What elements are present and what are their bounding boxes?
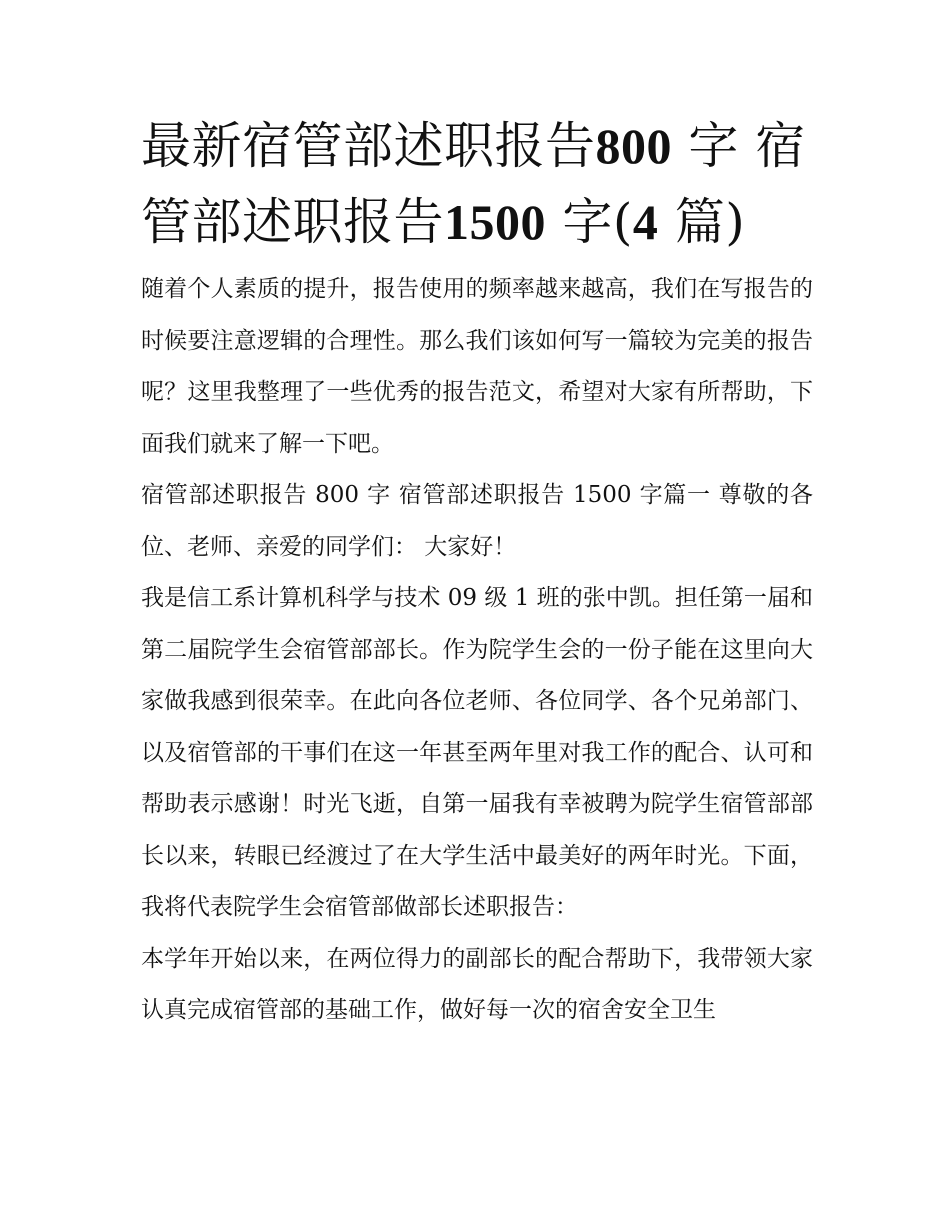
intro-paragraph: 随着个人素质的提升，报告使用的频率越来越高，我们在写报告的时候要注意逻辑的合理性。那么我们该如何写一篇较为完美的报告呢？这里我整理了一些优秀的报告范文，希望对大家有所帮助，下面我们就来了解一下吧。 [141,276,813,457]
title-number: 1500 [444,194,546,250]
title-number: 800 [595,118,672,174]
document-title [141,108,813,260]
title-part: 字 宿管部述职报告 [141,117,806,251]
title-number: 4 [632,194,659,250]
body-paragraph: 我是信工系计算机科学与技术 09 级 1 班的张中凯。担任第一届和第二届院学生会宿管部部长。作为院学生会的一份子能在这里向大家做我感到很荣幸。在此向各位老师、各位同学、各个兄弟部门、以及宿管部的干事们在这一年甚至两年里对我工作的配合、认可和帮助表示感谢！时光飞逝，自第一届我有幸被聘为院学生宿管部部长以来，转眼已经渡过了在大学生活中最美好的两年时光。下面，我将代表院学生会宿管部做部长述职报告： [141,585,813,920]
body-paragraph: 本学年开始以来，在两位得力的副部长的配合帮助下，我带领大家认真完成宿管部的基础工作，做好每一次的宿舍安全卫生 [141,945,813,1023]
title-part: 最新宿管部述职报告 [141,117,596,175]
section-heading-paragraph: 宿管部述职报告 800 字 宿管部述职报告 1500 字篇一 尊敬的各位、老师、亲爱的同学们： 大家好！ [141,482,813,560]
document-body [141,264,813,1037]
document-page [141,108,813,1037]
title-part: 篇) [658,193,746,251]
title-part: 字( [546,193,633,251]
